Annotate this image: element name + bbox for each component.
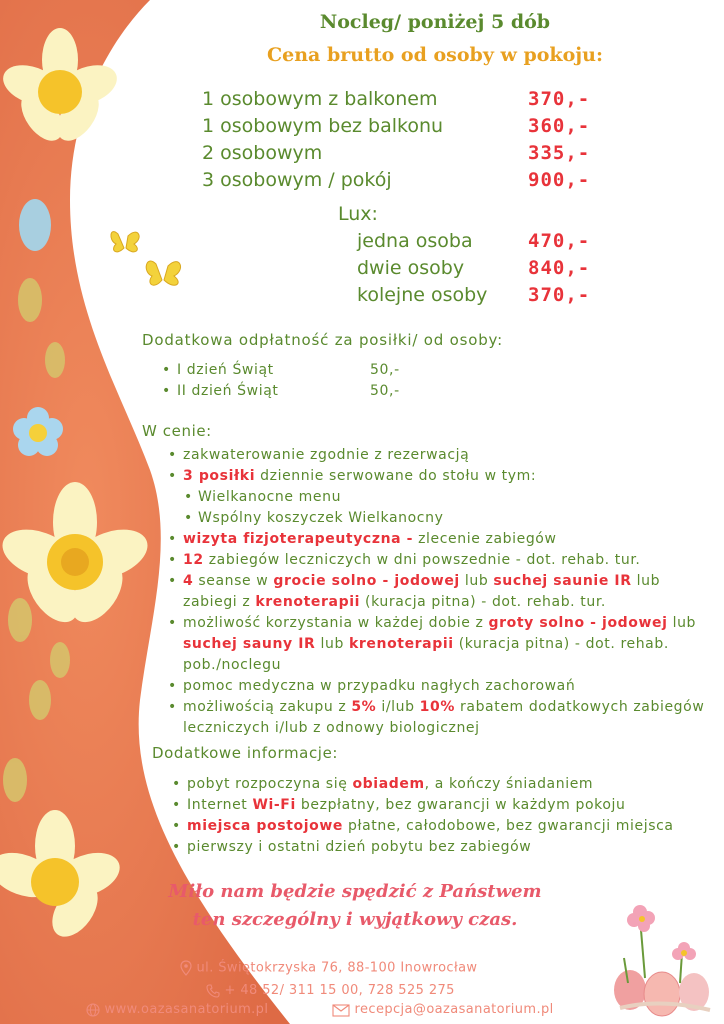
lux-price-3: 370,- (528, 284, 591, 306)
highlight-text: krenoterapii (349, 636, 454, 652)
item-text: zabiegów leczniczych w dni powszednie - dot. rehab. tur. (203, 552, 641, 568)
item-text: pierwszy i ostatni dzień pobytu bez zabiegów (187, 839, 532, 855)
highlight-text: 3 posiłki (183, 468, 256, 484)
room-price-1: 370,- (528, 88, 591, 110)
page-title: Nocleg/ poniżej 5 dób (319, 11, 551, 33)
room-price-2: 360,- (528, 115, 591, 137)
list-item (166, 487, 714, 508)
item-text: Wielkanocne menu (198, 489, 342, 505)
email-link[interactable]: recepcja@oazasanatorium.pl (354, 1002, 554, 1017)
highlight-text: 12 (183, 552, 204, 568)
list-item (166, 529, 714, 550)
list-item (170, 837, 718, 858)
additional-list (170, 774, 718, 858)
item-text: Wspólny koszyczek Wielkanocny (198, 510, 444, 526)
closing-line-1: Miło nam będzie spędzić z Państwem (168, 881, 542, 902)
meal-label: I dzień Świąt (177, 362, 274, 378)
list-item (166, 697, 714, 739)
phone-icon (206, 984, 220, 998)
item-text: pomoc medyczna w przypadku nagłych zachorowań (183, 678, 576, 694)
highlight-text: 4 (183, 573, 194, 589)
room-label-4: 3 osobowym / pokój (202, 169, 392, 191)
item-text: pobyt rozpoczyna się (187, 776, 353, 792)
list-item (170, 816, 718, 837)
item-text: seanse w (193, 573, 274, 589)
item-text: możliwość korzystania w każdej dobie z (183, 615, 489, 631)
phone-text: + 48 52/ 311 15 00, 728 525 275 (224, 983, 455, 998)
highlight-text: krenoterapii (255, 594, 360, 610)
list-item (166, 445, 714, 466)
highlight-text: wizyta fizjoterapeutyczna - (183, 531, 414, 547)
lux-price-1: 470,- (528, 230, 591, 252)
item-text: (kuracja pitna) - dot. rehab. pob./noclegu (183, 636, 669, 673)
room-label-3: 2 osobowym (202, 142, 323, 164)
room-price-3: 335,- (528, 142, 591, 164)
highlight-text: suchej sauny IR (183, 636, 316, 652)
mail-icon (332, 1003, 350, 1017)
item-text: lub (315, 636, 349, 652)
item-text: lub (667, 615, 697, 631)
item-text: , a kończy śniadaniem (424, 776, 594, 792)
globe-icon (86, 1003, 100, 1017)
lux-price-2: 840,- (528, 257, 591, 279)
room-label-1: 1 osobowym z balkonem (202, 88, 438, 110)
address-row (180, 960, 477, 976)
item-text: zlecenie zabiegów (413, 531, 557, 547)
lux-label-1: jedna osoba (357, 230, 473, 252)
item-text: i/lub (376, 699, 420, 715)
room-price-4: 900,- (528, 169, 591, 191)
item-text: (kuracja pitna) - dot. rehab. tur. (360, 594, 606, 610)
list-item (160, 360, 460, 381)
lux-heading: Lux: (338, 203, 378, 225)
lux-label-3: kolejne osoby (357, 284, 488, 306)
item-text: dziennie serwowane do stołu w tym: (255, 468, 537, 484)
easter-eggs-flowers-icon (600, 898, 718, 1018)
website-row[interactable] (86, 1002, 268, 1017)
list-item (160, 381, 460, 402)
list-item (170, 795, 718, 816)
highlight-text: 5% (351, 699, 377, 715)
meal-label: II dzień Świąt (177, 383, 279, 399)
meal-price: 50,- (370, 383, 400, 399)
item-text: płatne, całodobowe, bez gwarancji miejsca (342, 818, 674, 834)
highlight-text: Wi-Fi (252, 797, 296, 813)
meals-heading: Dodatkowa odpłatność za posiłki/ od osoby: (142, 331, 503, 349)
list-item (166, 550, 714, 571)
included-heading: W cenie: (142, 422, 212, 440)
meals-list (160, 360, 460, 402)
additional-heading: Dodatkowe informacje: (152, 744, 339, 762)
butterfly-icon (108, 222, 190, 294)
email-row[interactable] (332, 1002, 554, 1017)
meal-price: 50,- (370, 362, 400, 378)
lux-label-2: dwie osoby (357, 257, 465, 279)
highlight-text: obiadem (352, 776, 425, 792)
item-text: możliwością zakupu z (183, 699, 352, 715)
list-item (166, 676, 714, 697)
highlight-text: suchej saunie IR (493, 573, 632, 589)
highlight-text: grocie solno - jodowej (273, 573, 460, 589)
location-pin-icon (180, 960, 192, 976)
list-item (166, 613, 714, 676)
included-list (166, 445, 714, 739)
highlight-text: 10% (419, 699, 455, 715)
list-item (166, 571, 714, 613)
list-item (166, 508, 714, 529)
item-text: rabatem dodatkowych zabiegów leczniczych i/lub z odnowy biologicznej (183, 699, 705, 736)
list-item (170, 774, 718, 795)
item-text: zakwaterowanie zgodnie z rezerwacją (183, 447, 470, 463)
page-subtitle: Cena brutto od osoby w pokoju: (267, 44, 603, 66)
closing-line-2: ten szczególny i wyjątkowy czas. (192, 909, 518, 930)
item-text: bezpłatny, bez gwarancji w każdym pokoju (295, 797, 626, 813)
room-label-2: 1 osobowym bez balkonu (202, 115, 444, 137)
highlight-text: miejsca postojowe (187, 818, 343, 834)
item-text: lub zabiegi z (183, 573, 661, 610)
list-item (166, 466, 714, 487)
phone-row (206, 983, 455, 998)
address-text: ul. Świętokrzyska 76, 88-100 Inowrocław (196, 960, 478, 976)
item-text: Internet (187, 797, 253, 813)
highlight-text: groty solno - jodowej (488, 615, 668, 631)
item-text: lub (459, 573, 494, 589)
website-link[interactable]: www.oazasanatorium.pl (104, 1002, 269, 1017)
